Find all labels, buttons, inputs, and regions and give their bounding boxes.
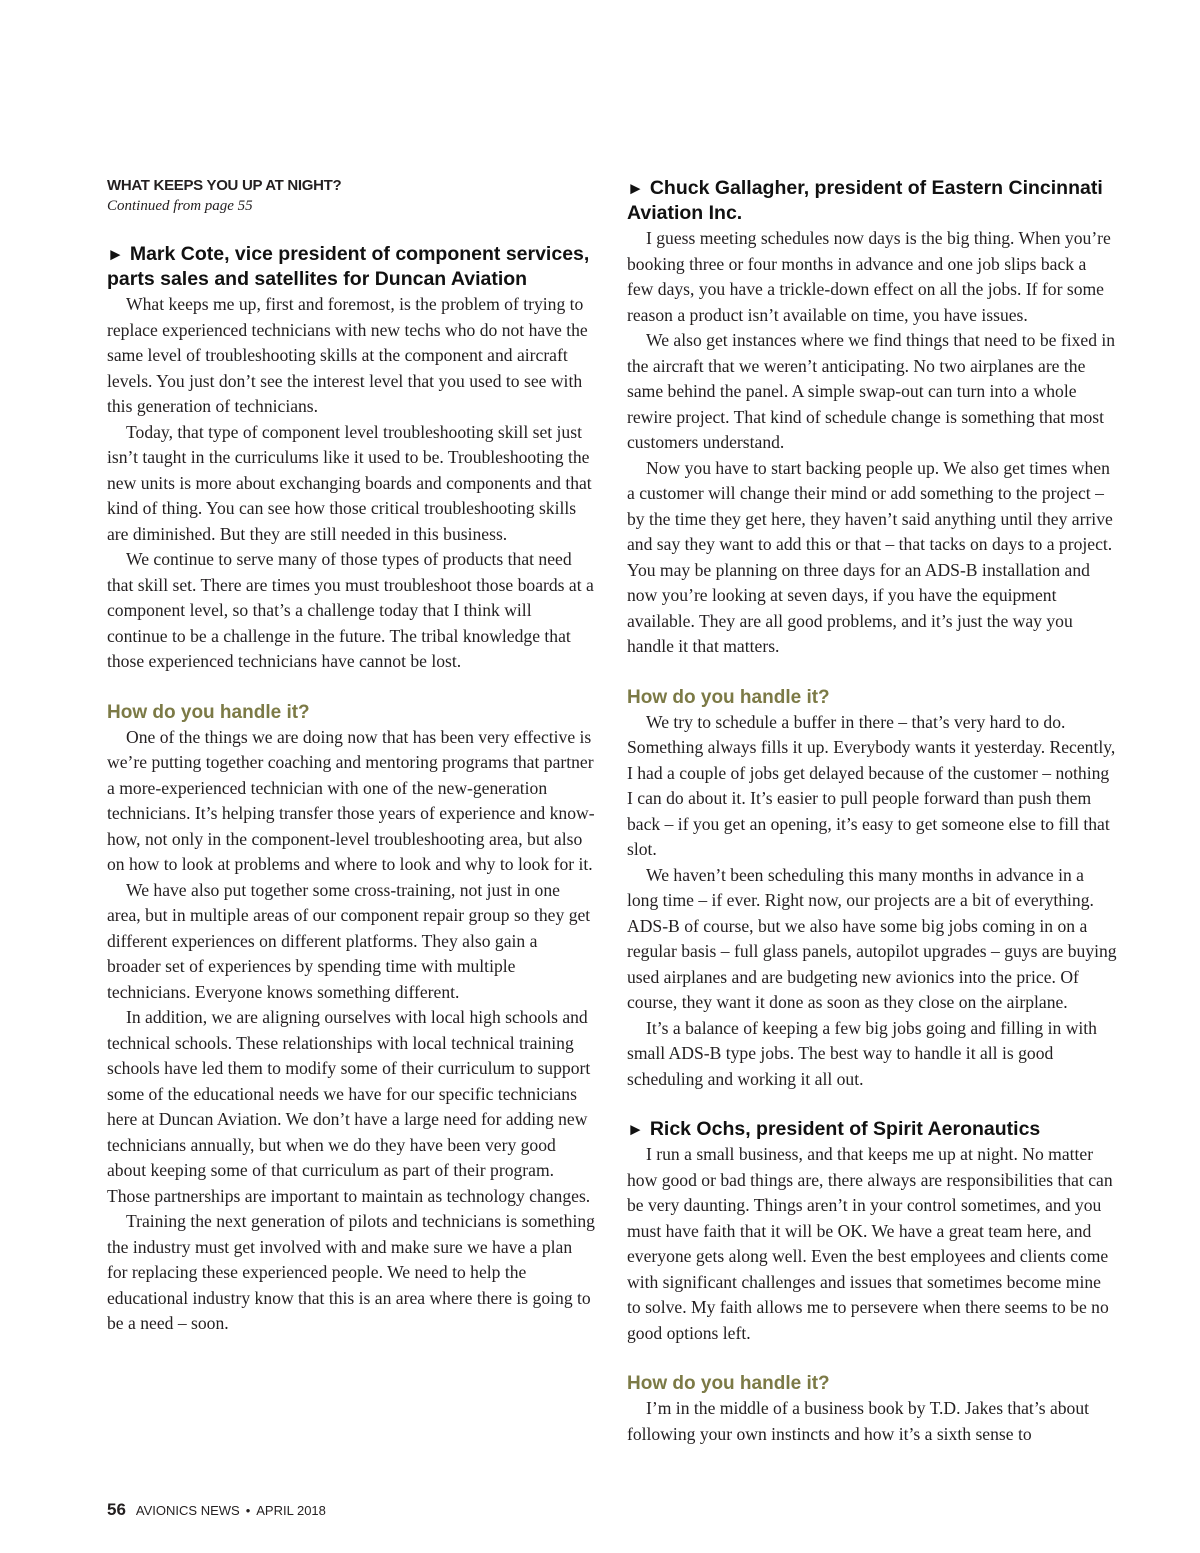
triangle-bullet-icon: ► xyxy=(627,179,644,198)
subhead: How do you handle it? xyxy=(107,701,310,723)
section-kicker: WHAT KEEPS YOU UP AT NIGHT? xyxy=(107,177,342,194)
speaker-heading xyxy=(627,1117,1117,1142)
body-paragraph: We also get instances where we find things that need to be fixed in the aircraft that we weren’t anticipating. No two airplanes are the same behind the panel. A simple swap-out can turn into a whole rewire project. That kind of schedule change is something that most customers understand. xyxy=(627,330,1116,452)
speaker-name: Chuck Gallagher, president of Eastern Cincinnati Aviation Inc. xyxy=(627,177,1103,224)
body-paragraph: What keeps me up, first and foremost, is the problem of trying to replace experienced technicians with new techs who do not have the same level of troubleshooting skills at the component and aircraft levels. You just don’t see the interest level that you used to see with this generation of technicians. xyxy=(107,294,588,416)
footer-separator: • xyxy=(245,1503,251,1518)
body-paragraph: I run a small business, and that keeps me up at night. No matter how good or bad things are, there always are responsibilities that can be very daunting. Things aren’t in your control sometimes, and you must have faith that it will be OK. We have a great team here, and everyone gets along well. Even the best employees and clients come with significant challenges and issues that sometimes become mine to solve. My faith allows me to persevere when there seems to be no good options left. xyxy=(627,1144,1113,1343)
body-paragraph: We try to schedule a buffer in there – that’s very hard to do. Something always fills it up. Everybody wants it yesterday. Recently, I had a couple of jobs get delayed because of the customer – nothing I can do about it. It’s easier to pull people forward than push them back – if you get an opening, it’s easy to get someone else to fill that slot. xyxy=(627,711,1116,859)
body-paragraph: It’s a balance of keeping a few big jobs going and filling in with small ADS-B type jobs. The best way to handle it all is good scheduling and working it all out. xyxy=(627,1017,1097,1089)
continued-note: Continued from page 55 xyxy=(107,198,253,214)
speaker-heading xyxy=(627,176,1117,226)
body-paragraph: We have also put together some cross-training, not just in one area, but in multiple areas of our component repair group so they get different experiences on different platforms. They also gain a broader set of experiences by spending time with multiple technicians. Everyone knows something different. xyxy=(107,879,591,1002)
triangle-bullet-icon: ► xyxy=(107,245,124,264)
page-footer xyxy=(107,1500,326,1520)
body-paragraph: Today, that type of component level troubleshooting skill set just isn’t taught in the curriculums like it used to be. Troubleshooting the new units is more about exchanging boards and components and that kind of thing. You can see how those critical troubleshooting skills are diminished. But they are still needed in this business. xyxy=(107,421,592,544)
triangle-bullet-icon: ► xyxy=(627,1120,644,1139)
body-paragraph: We continue to serve many of those types of products that need that skill set. There are times you must troubleshoot those boards at a component level, so that’s a challenge today that I think will continue to be a challenge in the future. The tribal knowledge that those experienced technicians have cannot be lost. xyxy=(107,549,594,671)
body-paragraph: Training the next generation of pilots and technicians is something the industry must get involved with and make sure we have a plan for replacing these experienced people. We need to help the educational industry know that this is an area where there is going to be a need – soon. xyxy=(107,1211,595,1333)
publication-name: AVIONICS NEWS xyxy=(135,1503,240,1518)
body-paragraph: In addition, we are aligning ourselves with local high schools and technical schools. These relationships with local technical training schools have led them to modify some of their curriculum to support some of the educational needs we have for our specific technicians here at Duncan Aviation. We don’t have a large need for adding new technicians annually, but when we do they have been very good about keeping some of that curriculum as part of their program. Those partnerships are important to maintain as technology changes. xyxy=(107,1007,591,1206)
page-number: 56 xyxy=(107,1500,126,1519)
left-column xyxy=(107,176,595,1337)
body-paragraph: I’m in the middle of a business book by T.D. Jakes that’s about following your own instincts and how it’s a sixth sense to xyxy=(627,1398,1090,1444)
body-paragraph: One of the things we are doing now that has been very effective is we’re putting together coaching and mentoring programs that partner a more-experienced technician with one of the new-generation technicians. It’s helping transfer those years of experience and know-how, not only in the component-level troubleshooting area, but also on how to look at problems and where to look and why to look for it. xyxy=(107,726,595,874)
subhead: How do you handle it? xyxy=(627,686,830,708)
body-paragraph: Now you have to start backing people up. We also get times when a customer will change their mind or add something to the project – by the time they get here, they haven’t said anything until they arrive and say they want to add this or that – that tacks on days to a project. You may be planning on three days for an ADS-B installation and now you’re looking at seven days, if you have the equipment available. They are all good problems, and it’s just the way you handle it that matters. xyxy=(627,457,1113,656)
issue-date: APRIL 2018 xyxy=(256,1503,326,1518)
body-paragraph: We haven’t been scheduling this many months in advance in a long time – if ever. Right now, our projects are a bit of everything. ADS-B of course, but we also have some big jobs coming in on a regular basis – full glass panels, autopilot upgrades – guys are buying used airplanes and are budgeting new avionics into the price. Of course, they want it done as soon as they close on the airplane. xyxy=(627,864,1117,1012)
body-paragraph: I guess meeting schedules now days is the big thing. When you’re booking three or four months in advance and one job slips back a few days, you have a trickle-down effect on all the jobs. If for some reason a product isn’t available on time, you have issues. xyxy=(627,228,1111,325)
speaker-name: Mark Cote, vice president of component services, parts sales and satellites for Duncan Aviation xyxy=(107,243,590,290)
speaker-heading xyxy=(107,242,595,292)
right-column xyxy=(627,176,1117,1447)
subhead: How do you handle it? xyxy=(627,1373,830,1394)
speaker-name: Rick Ochs, president of Spirit Aeronautics xyxy=(649,1118,1041,1140)
